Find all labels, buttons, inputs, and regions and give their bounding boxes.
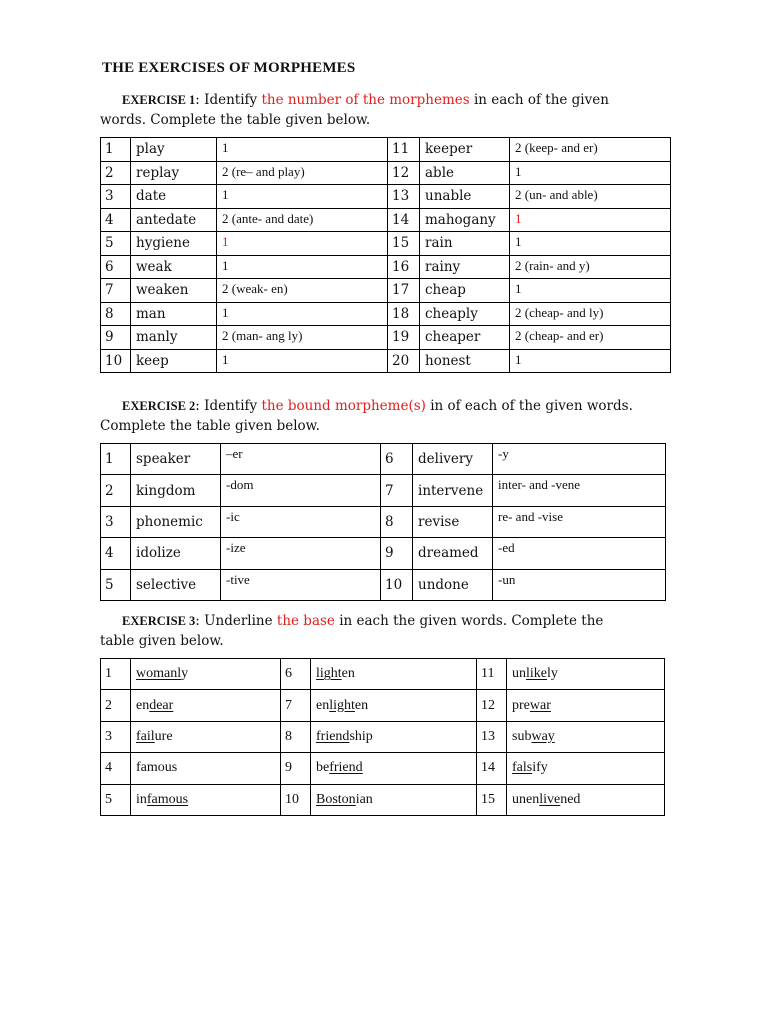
page-title: THE EXERCISES OF MORPHEMES: [102, 60, 356, 76]
word-cell: speaker: [131, 444, 221, 475]
word-cell: replay: [131, 161, 217, 185]
row-number: 7: [281, 690, 311, 721]
row-number: 11: [477, 659, 507, 690]
row-number: 4: [101, 753, 131, 784]
exercise3-table: [100, 658, 665, 816]
exercise1-instructions: [100, 90, 664, 130]
answer-cell: 1: [217, 185, 388, 209]
answer-cell: 1: [217, 349, 388, 373]
table-row: [101, 659, 665, 690]
answer-cell: 2 (cheap- and ly): [510, 302, 671, 326]
table-row: [101, 784, 665, 815]
word-cell: [507, 784, 665, 815]
affix: y: [181, 666, 189, 682]
word-cell: manly: [131, 326, 217, 350]
underlined-base: fals: [512, 760, 533, 776]
table-row: [101, 690, 665, 721]
underlined-base: light: [329, 697, 355, 713]
word-cell: [131, 721, 281, 752]
row-number: 13: [388, 185, 420, 209]
affix: ify: [532, 760, 548, 776]
table-row: [101, 326, 671, 350]
row-number: 3: [101, 721, 131, 752]
underlined-base: friend: [316, 728, 350, 744]
affix: in: [136, 791, 147, 807]
word-cell: [311, 721, 477, 752]
table-row: [101, 255, 671, 279]
answer-cell: 1: [510, 232, 671, 256]
answer-cell: 2 (cheap- and er): [510, 326, 671, 350]
exercise3-line2: table given below.: [100, 633, 224, 649]
row-number: 6: [101, 255, 131, 279]
underlined-base: famous: [146, 791, 189, 807]
exercise2-line2: Complete the table given below.: [100, 418, 320, 434]
answer-cell: 2 (keep- and er): [510, 138, 671, 162]
row-number: 10: [101, 349, 131, 373]
answer-cell: 2 (rain- and y): [510, 255, 671, 279]
word-cell: [131, 659, 281, 690]
table-row: [101, 138, 671, 162]
affix: ned: [560, 791, 581, 807]
table-row: [101, 721, 665, 752]
answer-cell: 2 (weak- en): [217, 279, 388, 303]
word-cell: idolize: [131, 538, 221, 569]
exercise1-label: EXERCISE 1: [122, 93, 196, 107]
word-cell: undone: [413, 569, 493, 600]
table-row: [101, 232, 671, 256]
word-cell: [507, 721, 665, 752]
word-cell: [131, 784, 281, 815]
word-cell: [311, 753, 477, 784]
exercise3-highlight: the base: [276, 613, 335, 629]
row-number: 3: [101, 185, 131, 209]
row-number: 12: [388, 161, 420, 185]
row-number: 2: [101, 161, 131, 185]
underlined-base: Boston: [316, 791, 356, 807]
exercise2-pre: : Identify: [195, 398, 262, 414]
answer-cell: 1: [510, 349, 671, 373]
affix: unen: [512, 791, 540, 807]
underlined-base: like: [526, 666, 547, 682]
answer-cell: re- and -vise: [493, 506, 666, 537]
underlined-base: light: [316, 666, 342, 682]
row-number: 15: [388, 232, 420, 256]
row-number: 15: [477, 784, 507, 815]
table-row: [101, 208, 671, 232]
table-row: [101, 753, 665, 784]
exercise1-table: [100, 137, 671, 373]
answer-cell: -ic: [221, 506, 381, 537]
underlined-base: live: [539, 791, 561, 807]
table-row: [101, 279, 671, 303]
underlined-base: way: [531, 728, 555, 744]
row-number: 17: [388, 279, 420, 303]
answer-cell: 1: [510, 208, 671, 232]
word-cell: [507, 690, 665, 721]
exercise3-post: in each the given words. Complete the: [334, 613, 604, 629]
row-number: 10: [281, 784, 311, 815]
affix: en: [341, 666, 355, 682]
table-row: [101, 349, 671, 373]
affix: ian: [355, 791, 373, 807]
row-number: 19: [388, 326, 420, 350]
word-cell: delivery: [413, 444, 493, 475]
exercise2-table: [100, 443, 666, 601]
row-number: 1: [101, 659, 131, 690]
exercise1-highlight: the number of the morphemes: [261, 92, 470, 108]
word-cell: keeper: [420, 138, 510, 162]
affix: en: [354, 697, 369, 713]
affix: be: [316, 760, 330, 776]
exercise3-instructions: [100, 611, 664, 651]
table-row: [101, 506, 666, 537]
row-number: 10: [381, 569, 413, 600]
affix: famous: [136, 760, 178, 776]
row-number: 6: [381, 444, 413, 475]
row-number: 8: [381, 506, 413, 537]
word-cell: hygiene: [131, 232, 217, 256]
word-cell: antedate: [131, 208, 217, 232]
underlined-base: dear: [149, 697, 174, 713]
word-cell: rainy: [420, 255, 510, 279]
row-number: 8: [101, 302, 131, 326]
answer-cell: -y: [493, 444, 666, 475]
word-cell: [131, 753, 281, 784]
row-number: 9: [281, 753, 311, 784]
table-row: [101, 538, 666, 569]
exercise1-line2: words. Complete the table given below.: [100, 112, 371, 128]
word-cell: weaken: [131, 279, 217, 303]
affix: en: [136, 697, 150, 713]
underlined-base: war: [529, 697, 551, 713]
word-cell: [131, 690, 281, 721]
row-number: 1: [101, 444, 131, 475]
word-cell: rain: [420, 232, 510, 256]
answer-cell: 1: [217, 255, 388, 279]
underlined-base: fail: [136, 728, 155, 744]
affix: en: [316, 697, 330, 713]
row-number: 14: [388, 208, 420, 232]
word-cell: play: [131, 138, 217, 162]
row-number: 2: [101, 475, 131, 506]
affix: sub: [512, 728, 532, 744]
affix: pre: [512, 697, 530, 713]
row-number: 2: [101, 690, 131, 721]
row-number: 3: [101, 506, 131, 537]
answer-cell: 2 (ante- and date): [217, 208, 388, 232]
affix: ure: [154, 728, 173, 744]
exercise2-highlight: the bound morpheme(s): [261, 398, 426, 414]
word-cell: cheaper: [420, 326, 510, 350]
table-row: [101, 185, 671, 209]
exercise2-post: in of each of the given words.: [425, 398, 633, 414]
word-cell: kingdom: [131, 475, 221, 506]
exercise3-label: EXERCISE 3: [122, 614, 196, 628]
exercise1-pre: : Identify: [195, 92, 262, 108]
exercise2-label: EXERCISE 2: [122, 399, 196, 413]
answer-cell: 2 (re– and play): [217, 161, 388, 185]
table-row: [101, 302, 671, 326]
answer-cell: 1: [217, 302, 388, 326]
word-cell: [311, 690, 477, 721]
word-cell: [311, 784, 477, 815]
table-row: [101, 444, 666, 475]
row-number: 5: [101, 569, 131, 600]
answer-cell: -ize: [221, 538, 381, 569]
row-number: 20: [388, 349, 420, 373]
row-number: 4: [101, 208, 131, 232]
answer-cell: 2 (un- and able): [510, 185, 671, 209]
answer-cell: 2 (man- ang ly): [217, 326, 388, 350]
answer-cell: 1: [510, 161, 671, 185]
row-number: 12: [477, 690, 507, 721]
word-cell: man: [131, 302, 217, 326]
row-number: 8: [281, 721, 311, 752]
row-number: 7: [381, 475, 413, 506]
exercise2-instructions: [100, 396, 664, 436]
row-number: 6: [281, 659, 311, 690]
row-number: 9: [101, 326, 131, 350]
word-cell: [311, 659, 477, 690]
row-number: 18: [388, 302, 420, 326]
answer-cell: -un: [493, 569, 666, 600]
word-cell: cheaply: [420, 302, 510, 326]
affix: un: [512, 666, 526, 682]
exercise1-post: in each of the given: [469, 92, 609, 108]
word-cell: unable: [420, 185, 510, 209]
row-number: 4: [101, 538, 131, 569]
answer-cell: inter- and -vene: [493, 475, 666, 506]
word-cell: honest: [420, 349, 510, 373]
exercise3-pre: : Underline: [195, 613, 277, 629]
word-cell: date: [131, 185, 217, 209]
row-number: 1: [101, 138, 131, 162]
row-number: 5: [101, 232, 131, 256]
answer-cell: 1: [217, 138, 388, 162]
word-cell: keep: [131, 349, 217, 373]
word-cell: mahogany: [420, 208, 510, 232]
answer-cell: -tive: [221, 569, 381, 600]
affix: ship: [349, 728, 373, 744]
word-cell: [507, 659, 665, 690]
row-number: 7: [101, 279, 131, 303]
row-number: 5: [101, 784, 131, 815]
row-number: 9: [381, 538, 413, 569]
word-cell: dreamed: [413, 538, 493, 569]
answer-cell: 1: [510, 279, 671, 303]
affix: ly: [547, 666, 558, 682]
word-cell: able: [420, 161, 510, 185]
answer-cell: –er: [221, 444, 381, 475]
word-cell: weak: [131, 255, 217, 279]
word-cell: selective: [131, 569, 221, 600]
row-number: 16: [388, 255, 420, 279]
row-number: 13: [477, 721, 507, 752]
answer-cell: 1: [217, 232, 388, 256]
word-cell: intervene: [413, 475, 493, 506]
row-number: 11: [388, 138, 420, 162]
row-number: 14: [477, 753, 507, 784]
answer-cell: -ed: [493, 538, 666, 569]
table-row: [101, 475, 666, 506]
word-cell: [507, 753, 665, 784]
table-row: [101, 161, 671, 185]
word-cell: phonemic: [131, 506, 221, 537]
underlined-base: womanl: [136, 666, 182, 682]
table-row: [101, 569, 666, 600]
word-cell: revise: [413, 506, 493, 537]
underlined-base: friend: [329, 760, 363, 776]
answer-cell: -dom: [221, 475, 381, 506]
word-cell: cheap: [420, 279, 510, 303]
